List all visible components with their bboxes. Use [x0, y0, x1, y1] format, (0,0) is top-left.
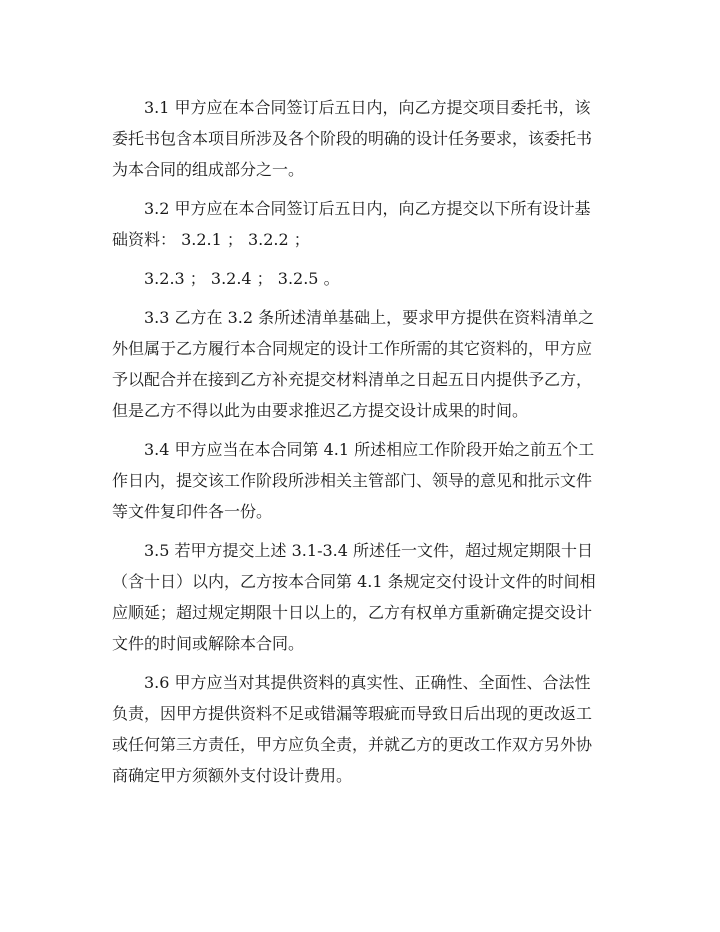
- text-line: 3.1 甲方应在本合同签订后五日内，向乙方提交项目委托书，该: [144, 98, 591, 117]
- text-line: 础资料： 3.2.1 ； 3.2.2 ；: [112, 230, 310, 249]
- text-line: 3.4 甲方应当在本合同第 4.1 所述相应工作阶段开始之前五个工: [144, 440, 595, 459]
- text-line: 文件的时间或解除本合同。: [112, 634, 305, 653]
- text-line: 等文件复印件各一份。: [112, 502, 273, 521]
- clause-3-1: [112, 92, 632, 185]
- text-line: 为本合同的组成部分之一。: [112, 160, 305, 179]
- clause-3-2: [112, 193, 632, 255]
- clause-3-6: [112, 667, 632, 791]
- text-line: 3.2 甲方应在本合同签订后五日内，向乙方提交以下所有设计基: [144, 199, 591, 218]
- text-line: （含十日）以内，乙方按本合同第 4.1 条规定交付设计文件的时间相: [112, 572, 596, 591]
- clause-3-4: [112, 434, 632, 527]
- text-line: 委托书包含本项目所涉及各个阶段的明确的设计任务要求，该委托书: [112, 129, 593, 148]
- text-line: 3.6 甲方应当对其提供资料的真实性、正确性、全面性、合法性: [144, 673, 591, 692]
- text-line: 外但属于乙方履行本合同规定的设计工作所需的其它资料的，甲方应: [112, 339, 593, 358]
- text-line: 3.3 乙方在 3.2 条所述清单基础上，要求甲方提供在资料清单之: [144, 308, 595, 327]
- document-body: [112, 92, 632, 791]
- clause-3-2-continued: [112, 263, 632, 294]
- text-line: 作日内，提交该工作阶段所涉相关主管部门、领导的意见和批示文件: [112, 471, 593, 490]
- text-line: 负责，因甲方提供资料不足或错漏等瑕疵而导致日后出现的更改返工: [112, 704, 593, 723]
- text-line: 3.5 若甲方提交上述 3.1-3.4 所述任一文件，超过规定期限十日: [144, 541, 594, 560]
- text-line: 商确定甲方须额外支付设计费用。: [112, 766, 353, 785]
- text-line: 应顺延；超过规定期限十日以上的，乙方有权单方重新确定提交设计: [112, 603, 593, 622]
- text-line: 或任何第三方责任，甲方应负全责，并就乙方的更改工作双方另外协: [112, 735, 593, 754]
- clause-3-5: [112, 535, 632, 659]
- text-line: 但是乙方不得以此为由要求推迟乙方提交设计成果的时间。: [112, 401, 529, 420]
- clause-3-3: [112, 302, 632, 426]
- text-line: 3.2.3 ； 3.2.4 ； 3.2.5 。: [144, 269, 340, 288]
- text-line: 予以配合并在接到乙方补充提交材料清单之日起五日内提供予乙方，: [112, 370, 593, 389]
